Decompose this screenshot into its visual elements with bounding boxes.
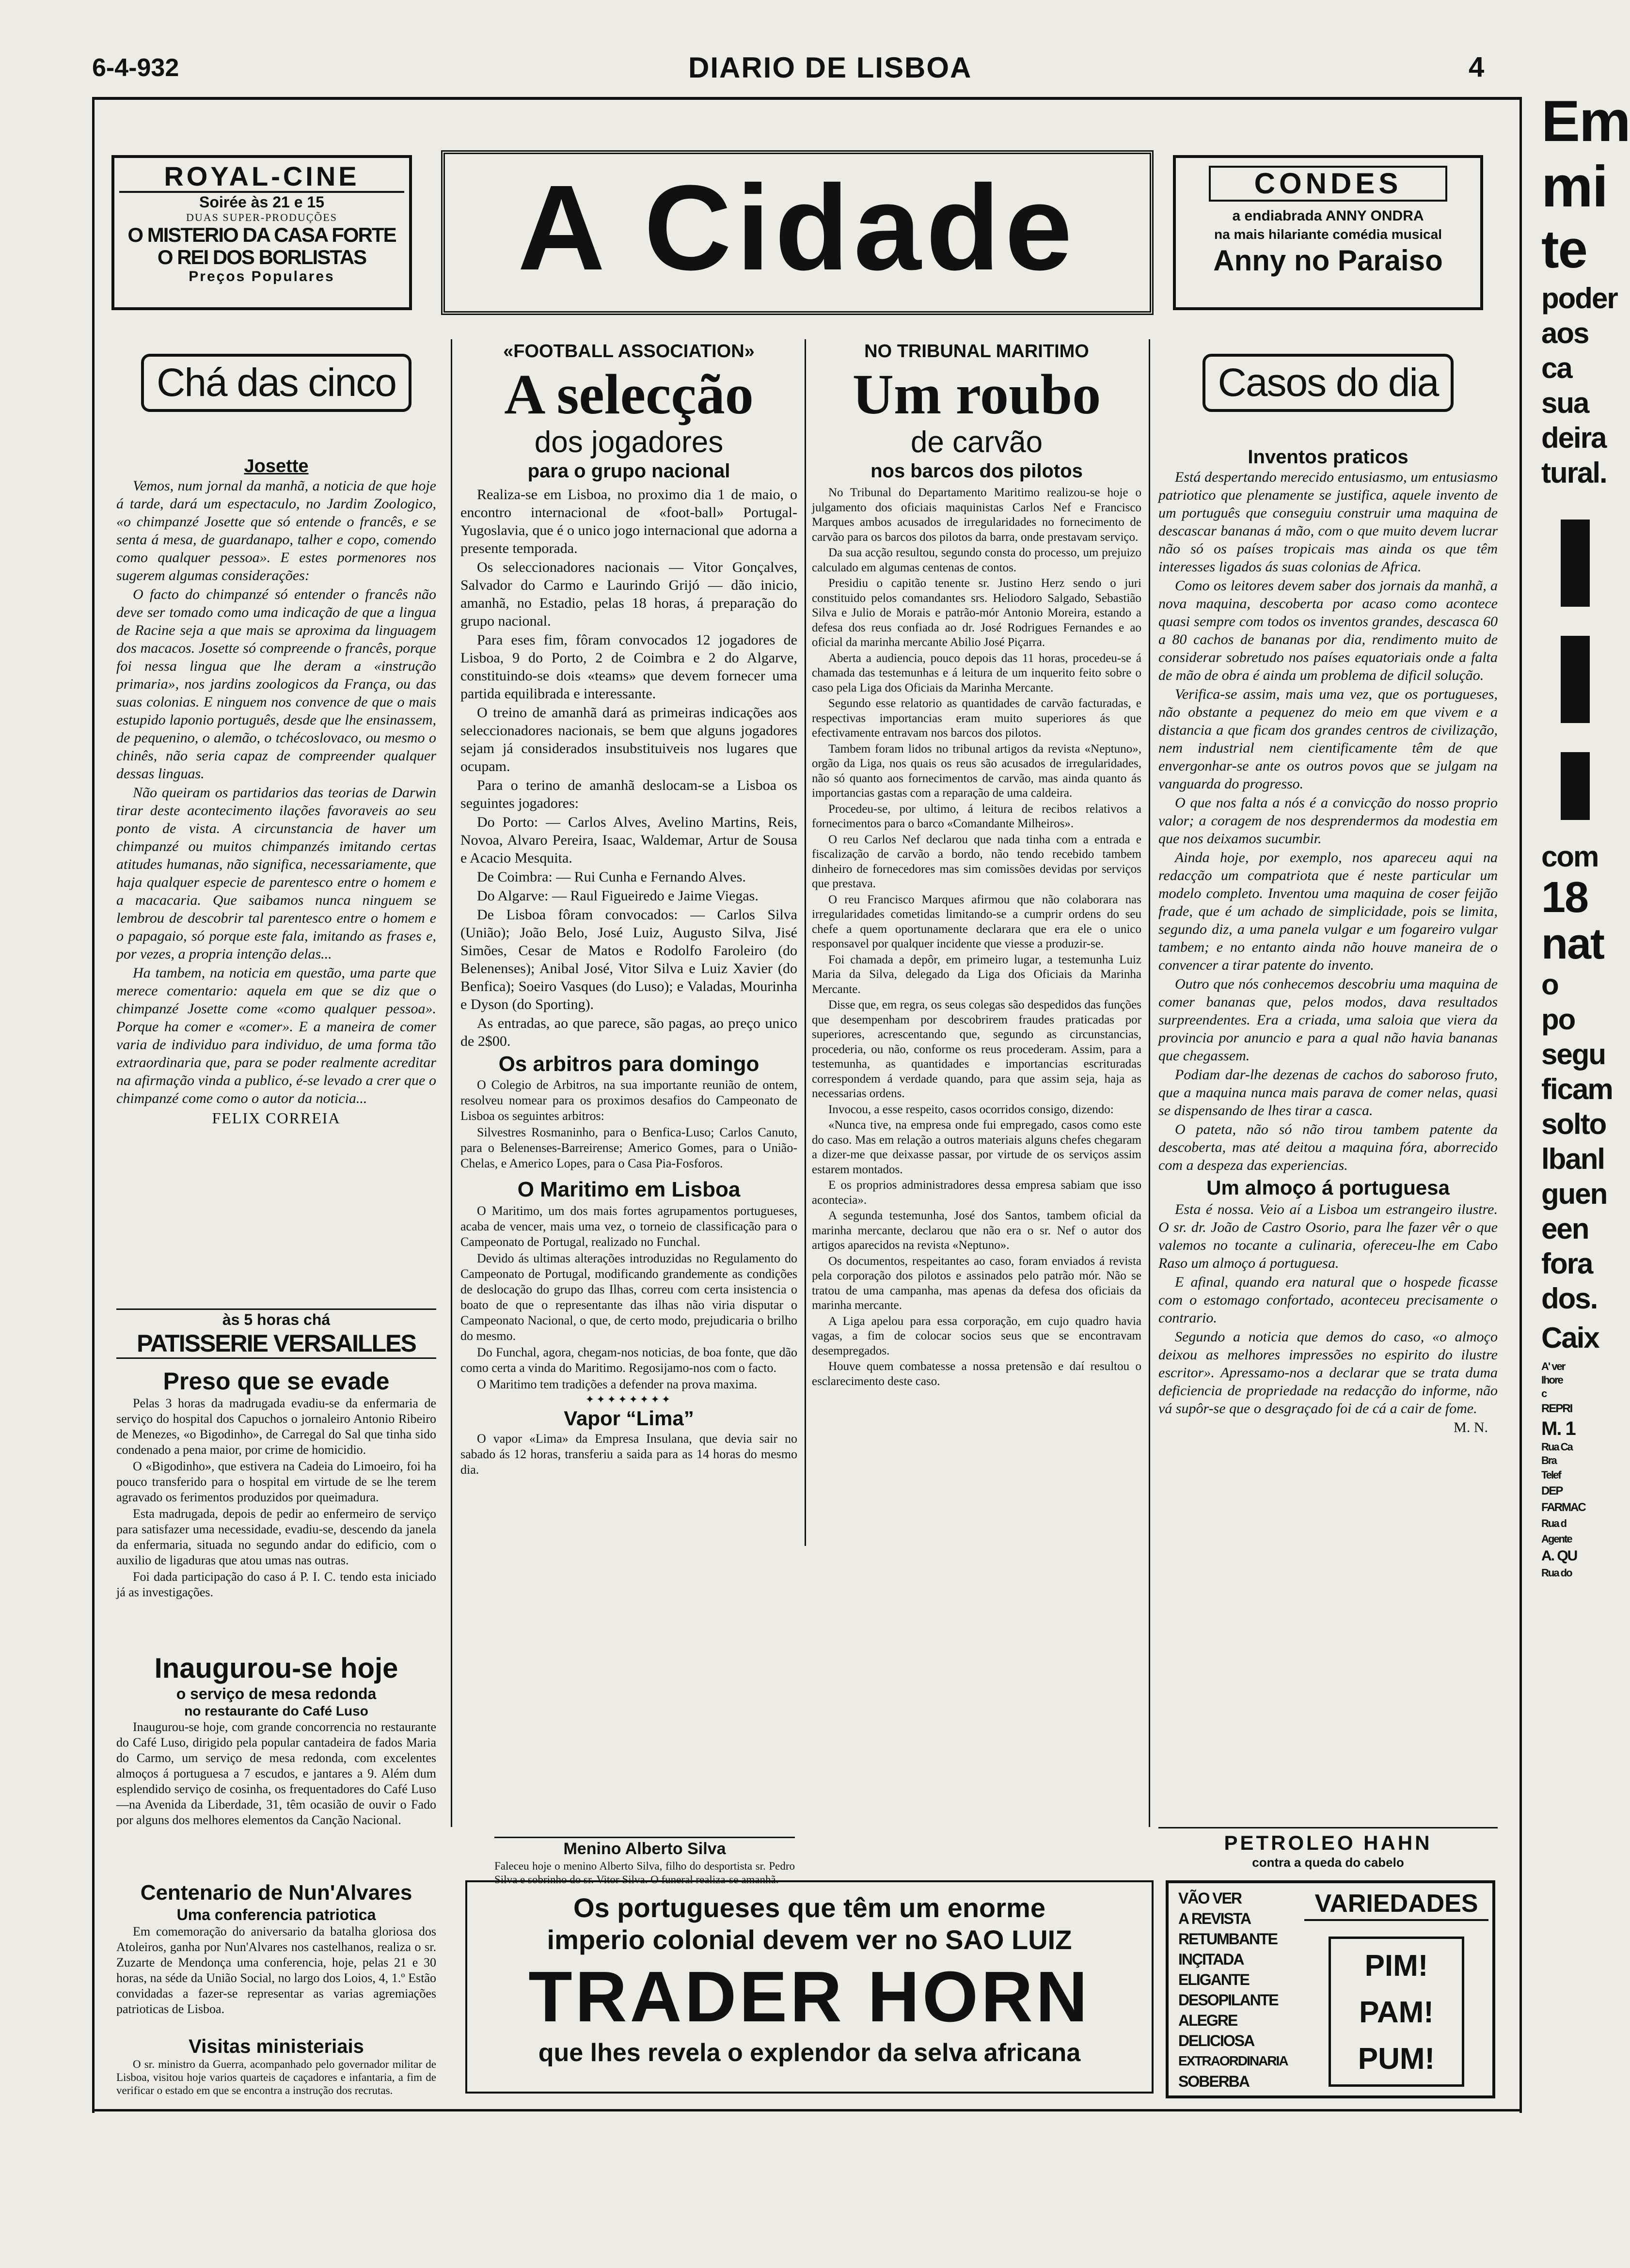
fragment-line: A' ver [1541, 1360, 1565, 1372]
maritimo-para: O Maritimo, um dos mais fortes agrupamentos portugueses, acaba de vencer, mais uma vez, o torneio de classificação para o Campeonato de Portugal, realizado no Funchal. [460, 1204, 797, 1249]
fragment-line: Bra [1541, 1454, 1556, 1466]
petroleo-ad [1158, 1827, 1498, 1870]
arbitros-para: Silvestres Rosmaninho, para o Benfica-Luso; Carlos Canuto, para o Belenenses-Barreirense; Americo Gomes, para o União-Chelas, e Americo Lopes, para o Casa Pia-Fosforos. [460, 1125, 797, 1170]
condes-name: CONDES [1209, 166, 1447, 202]
tribunal-sub1: de carvão [910, 425, 1043, 459]
variedades-line: ALEGRE [1178, 2012, 1237, 2029]
preso-para: Foi dada participação do caso á P. I. C. tendo esta iniciado já as investigações. [116, 1570, 436, 1599]
casos-author: M. N. [1454, 1419, 1488, 1435]
fragment-line: ficam [1541, 1073, 1613, 1105]
variedades-list [1178, 1888, 1299, 2092]
football-para: Para eses fim, fôram convocados 12 jogadores de Lisboa, 9 do Porto, 2 de Coimbra e 2 do Algarve, constituindo-se dois «teams» que devem fornecer uma partida equilibrada e interessante. [460, 632, 797, 702]
variedades-pims [1329, 1937, 1464, 2087]
tribunal-para: O reu Francisco Marques afirmou que não colaborara nas irregularidades cometidas limitando-se a cumprir ordens do seu chefe a quem oportunamente declarara que era ele o unico responsavel por qualquer incidente que viesse a produzir-se. [812, 893, 1141, 950]
tribunal-para: E os proprios administradores dessa empresa sabiam que isso acontecia». [812, 1179, 1141, 1207]
inaugurou-sub2: no restaurante do Café Luso [184, 1703, 368, 1718]
fragment-line: mi [1541, 154, 1608, 219]
football-para: As entradas, ao que parece, são pagas, ao preço unico de 2$00. [460, 1015, 797, 1049]
fragment-line: Ihore [1541, 1374, 1563, 1386]
football-para: De Lisboa fôram convocados: — Carlos Silva (União); João Belo, José Luiz, Augusto Silva, Jisé Simões, Cesar de Matos e Rodolfo Faroleiro (do Belenenses); Anibal José, Vitor Silva e Luiz Xavier (do Benfica); Soeiro Vasques (do Luso); e Valadas, Mourinha e Dyson (do Sporting). [460, 907, 797, 1012]
inaugurou-para: Inaugurou-se hoje, com grande concorrencia no restaurante do Café Luso, dirigido pela popular cantadeira de fados Maria do Carmo, um serviço de mesa redonda, com excelentes almoços á portuguesa a 7 escudos, e jantares a 9. Além dum esplendido serviço de cosinha, os frequentadores do Café Luso—na Avenida da Liberdade, 31, têm ocasião de ouvir o Fado por alguns dos melhores elementos da Canção Nacional. [116, 1720, 436, 1827]
almoco-para: E afinal, quando era natural que o hospede ficasse com o estomago confortado, aconteceu precisamente o contrario. [1158, 1274, 1498, 1326]
tribunal-para: Tambem foram lidos no tribunal artigos da revista «Neptuno», orgão da Liga, nos quais os reus são acusados de irregularidades, não só quanto aos fornecimentos de carvão, mas ainda quanto ás importancias gastas com a reparação de uma caldeira. [812, 742, 1141, 800]
football-para: Realiza-se em Lisboa, no proximo dia 1 de maio, o encontro internacional de «foot-ball» Portugal-Yugoslavia, que é o unico jogo internacional que adorna a presente temporada. [460, 487, 797, 556]
fragment-line: Rua d [1541, 1517, 1567, 1529]
fragment-line: Em [1541, 89, 1630, 154]
maritimo-para: O Maritimo tem tradições a defender na prova maxima. [477, 1377, 758, 1391]
inventos-para: O que nos falta a nós é a convicção do nosso proprio valor; a coragem de nos desprendermos da modestia em que nos deixamos sucumbir. [1158, 795, 1498, 847]
inventos-head: Inventos praticos [1248, 446, 1408, 468]
trader-big: TRADER HORN [528, 1957, 1091, 2037]
centenario-head: Centenario de Nun'Alvares [140, 1881, 412, 1905]
inventos-para: Podiam dar-lhe dezenas de cachos do saboroso fruto, que a maquina nunca mais parava de comer nelas, quasi se dispensando de lhes tirar a casca. [1158, 1067, 1498, 1118]
royal-cine-time: Soirée às 21 e 15 [199, 193, 324, 211]
petroleo-name: PETROLEO HAHN [1224, 1831, 1432, 1854]
tribunal-para: Segundo esse relatorio as quantidades de carvão facturadas, e respectivas importancias eram muito superiores ás que efectivamente entravam nos barcos dos pilotos. [812, 697, 1141, 740]
variedades-line: EXTRAORDINARIA [1178, 2053, 1288, 2068]
tribunal-kicker: NO TRIBUNAL MARITIMO [864, 341, 1089, 362]
condes-line1: a endiabrada ANNY ONDRA [1232, 208, 1424, 224]
football-sub1: dos jogadores [534, 425, 724, 459]
variedades-line: VÃO VER [1178, 1890, 1242, 1907]
inaugurou-article [116, 1653, 436, 1829]
petroleo-sub: contra a queda do cabelo [1252, 1855, 1404, 1870]
cha-das-cinco-banner [116, 354, 436, 412]
arbitros-para: O Colegio de Arbitros, na sua importante reunião de ontem, resolveu nomear para os proximos desafios do Campeonato de Lisboa os seguintes arbitros: [460, 1078, 797, 1123]
fragment-line: sua [1541, 387, 1589, 419]
football-para: O treino de amanhã dará as primeiras indicações aos seleccionadores nacionais, se bem que alguns jogadores sejam já considerados insubstituiveis nos lugares que ocupam. [460, 705, 797, 774]
fragment-line: Caix [1541, 1322, 1599, 1354]
josette-para: Vemos, num jornal da manhã, a noticia de que hoje á tarde, dará um espectaculo, no Jardim Zoologico, «o chimpanzé Josette que só entende o francês, e se senta á mesa, de guardanapo, talher e copo, comendo como qualquer pessoa». E estes pormenores nos sugerem algumas considerações: [116, 478, 436, 583]
inaugurou-sub1: o serviço de mesa redonda [176, 1685, 377, 1702]
tribunal-article [812, 339, 1141, 1390]
fragment-line: tural. [1541, 457, 1607, 489]
fragment-line: M. 1 [1541, 1418, 1575, 1439]
variedades-line: RETUMBANTE [1178, 1930, 1277, 1948]
cha-das-cinco-title: Chá das cinco [141, 354, 411, 412]
patisserie-name: PATISSERIE VERSAILLES [137, 1330, 416, 1357]
stars-divider: ✦✦✦✦✦✦✦✦ [585, 1393, 673, 1405]
fragment-line: deira [1541, 422, 1606, 454]
tribunal-para: No Tribunal do Departamento Maritimo realizou-se hoje o julgamento dos oficiais maquinistas Carlos Nef e Francisco Marques ambos acusados de irregularidades no fornecimento de carvão para os barcos dos pilotos da barra, onde prestavam serviço. [812, 486, 1141, 544]
trader-line3: que lhes revela o explendor da selva africana [538, 2039, 1081, 2067]
fragment-line: FARMAC [1541, 1501, 1585, 1514]
col-rule-3 [1149, 339, 1150, 1827]
inaugurou-head: Inaugurou-se hoje [154, 1653, 398, 1684]
col-rule-1 [451, 339, 452, 1827]
royal-cine-sub: DUAS SUPER-PRODUÇÕES [186, 211, 337, 223]
fragment-black-block [1561, 752, 1590, 820]
variedades-line: DELICIOSA [1178, 2032, 1254, 2049]
visitas-article [116, 2035, 436, 2098]
fragment-line: nat [1541, 920, 1604, 968]
fragment-line: fora [1541, 1247, 1593, 1280]
fragment-line: DEP [1541, 1484, 1563, 1497]
royal-cine-ad [111, 155, 412, 310]
trader-line2: imperio colonial devem ver no SAO LUIZ [547, 1924, 1072, 1955]
royal-cine-prices: Preços Populares [189, 268, 335, 284]
tribunal-para: Foi chamada a depôr, em primeiro lugar, a testemunha Luiz Maria da Silva, delegado da Liga dos Oficiais da Marinha Mercante. [812, 953, 1141, 996]
variedades-line: A REVISTA [1178, 1910, 1251, 1927]
condes-line2: na mais hilariante comédia musical [1214, 227, 1442, 242]
fragment-line: lbanl [1541, 1143, 1605, 1175]
condes-film: Anny no Paraiso [1213, 244, 1443, 277]
football-para: Os seleccionadores nacionais — Vitor Gonçalves, Salvador do Carmo e Laurindo Grijó — dão inicio, amanhã, no Estadio, pelas 18 horas, á preparação do grupo nacional. [460, 559, 797, 629]
fragment-line: 18 [1541, 873, 1588, 922]
frame-bottom [92, 2109, 1522, 2111]
tribunal-para: Da sua acção resultou, segundo consta do processo, um prejuizo calculado em algumas centenas de contos. [812, 546, 1141, 574]
fragment-line: Telef [1541, 1469, 1561, 1481]
header-title: DIARIO DE LISBOA [688, 51, 972, 84]
fragment-line: Rua do [1541, 1567, 1572, 1579]
casos-do-dia-banner [1158, 354, 1498, 412]
visitas-head: Visitas ministeriais [189, 2036, 364, 2057]
fragment-line: o po [1541, 968, 1575, 1036]
fragment-line: een [1541, 1213, 1589, 1245]
header-rule [92, 97, 1522, 100]
menino-article [494, 1837, 795, 1887]
tribunal-para: Aberta a audiencia, pouco depois das 11 horas, procedeu-se á chamada das testemunhas e á leitura de um inquerito feito sobre o caso pela Liga dos Oficiais da Marinha Mercante. [812, 651, 1141, 694]
josette-para: O facto do chimpanzé só entender o francês não deve ser tomado como uma indicação de que a lingua de Racine seja a que mais se aproxima da linguagem dos macacos. Josette só compreende o francês, porque foi nessa lingua que lhe deram a «instrução primaria», nos jardins zoologicos da França, ou das suas colonias. E ninguem nos convence de que o mais estupido laponio português, desde que lhe ensinassem, de pequenino, o alemão, o tchécoslovaco, ou mesmo o chinês, não seria capaz de compreender qualquer dessas linguas. [116, 586, 436, 782]
adjacent-page-fragment [1541, 87, 1630, 2123]
preso-article [116, 1367, 436, 1601]
football-sub2: para o grupo nacional [527, 460, 730, 482]
fragment-line: Rua Ca [1541, 1441, 1572, 1453]
variedades-ad [1166, 1880, 1495, 2098]
preso-head: Preso que se evade [163, 1368, 390, 1395]
josette-head: Josette [244, 456, 309, 476]
tribunal-para: A Liga apelou para essa corporação, em cujo quadro havia vagas, a fim de colocar socios seus que se encontravam desempregados. [812, 1314, 1141, 1357]
centenario-article [116, 1880, 436, 2018]
variedades-line: INÇITADA [1178, 1951, 1244, 1968]
football-head: A selecção [504, 362, 754, 426]
almoco-para: Esta é nossa. Veio aí a Lisboa um estrangeiro ilustre. O sr. dr. João de Castro Osorio, para lhe fazer vêr o que valemos no tocante a culinaria, ofereceu-lhe em Cabo Raso um almoço á portuguesa. [1158, 1201, 1498, 1271]
josette-para: Não queiram os partidarios das teorias de Darwin tirar deste acontecimento ilações favoraveis ao seu ponto de vista. A circunstancia de haver um chimpanzé ou muitos chimpanzés imitando certas atitudes humanas, não significa, necessariamente, que haja qualquer especie de parentesco entre o homem e a macacaria. Que saibamos nunca ninguem se lembrou de descobrir tal parentesco entre o homem e o papagaio, só porque este fala, imitando as frases e, por vezes, a propria intenção delas... [116, 785, 436, 962]
inventos-para: Ainda hoje, por exemplo, nos apareceu aqui na redacção um compatriota que é neste particular um modelo completo. Inventou uma maquina de coser feijão frade, que é um achado de simplicidade, pois se limita, segundo diz, a uma panela vulgar e um fogareiro vulgar tambem; e no entanto ainda não houve maneira de o convencer a tirar patente do invento. [1158, 850, 1498, 973]
fragment-line: com [1541, 840, 1598, 873]
header-page: 4 [1469, 51, 1485, 83]
fragment-line: poder [1541, 282, 1617, 315]
tribunal-para: Presidiu o capitão tenente sr. Justino Herz sendo o juri constituido pelos comandantes srs. Heliodoro Salgado, Sebastião Silva e Julio de Morais e patrão-mór Antonio Moreira, estando a defesa dos reus confiada ao dr. José Rodrigues Fernandes e ao oficial da marinha mercante Abilio José Piçarra. [812, 577, 1141, 649]
almoco-head: Um almoço á portuguesa [1206, 1176, 1450, 1199]
fragment-line: guen [1541, 1178, 1607, 1210]
variedades-line: SOBERBA [1178, 2073, 1250, 2090]
josette-para: Ha tambem, na noticia em questão, uma parte que merece comentario: aquela em que se diz que o chimpanzé Josette come «como qualquer pessoa». Porque ha comer e «comer». E a maneira de comer varia de individuo para individuo, de uma forma tão extraordinaria que, para se poder realmente acreditar na afirmação vinda a publico, é-se levado a crer que o chimpanzé come como o autor da noticia... [116, 965, 436, 1106]
tribunal-para: Houve quem combatesse a nossa pretensão e daí resultou o esclarecimento deste caso. [812, 1360, 1141, 1388]
patisserie-ad [116, 1308, 436, 1359]
fragment-line: solto [1541, 1108, 1606, 1140]
royal-cine-name: ROYAL-CINE [119, 162, 404, 193]
royal-cine-film2: O REI DOS BORLISTAS [157, 246, 366, 268]
fragment-black-block [1561, 636, 1590, 723]
frame-left [92, 97, 95, 2113]
almoco-para: Segundo a noticia que demos do caso, «o almoço deixou as melhores impressões no espirito do ilustre escritor». Apressamo-nos a declarar que se trata duma deficiencia de propriedade na redacção do informe, não vá supôr-se que o desgraçado foi de cá a cair de fome. [1158, 1329, 1498, 1417]
variedades-pam: PAM! [1359, 1996, 1434, 2029]
col-rule-2 [805, 339, 806, 1546]
visitas-para: O sr. ministro da Guerra, acompanhado pelo governador militar de Lisboa, visitou hoje varios quarteis de caçadores e infantaria, a fim de verificar o estado em que se encontra a instrução dos recrutas. [116, 2058, 436, 2096]
tribunal-head: Um roubo [852, 362, 1101, 426]
tribunal-sub2: nos barcos dos pilotos [870, 460, 1083, 482]
trader-line1: Os portugueses que têm um enorme [573, 1892, 1045, 1923]
casos-do-dia-title: Casos do dia [1203, 354, 1454, 412]
maritimo-para: Do Funchal, agora, chegam-nos noticias, de boa fonte, que dão como certa a vinda do Maritimo. Regosijamo-nos com o facto. [460, 1345, 797, 1375]
vapor-head: Vapor “Lima” [564, 1407, 694, 1430]
frame-right [1519, 97, 1522, 2113]
menino-para: Faleceu hoje o menino Alberto Silva, filho do desportista sr. Pedro Silva e sobrinho do sr. Vitor Silva. O funeral realiza-se amanhã. [494, 1860, 795, 1886]
tribunal-para: Disse que, em regra, os seus colegas são despedidos das funções que desempenham por descobrirem fraudes praticadas por superiores, acrescentando que, segundo as circunstancias, procederia, ou não, conforme os reus procederam. Assim, para a testemunha, as quantidades e importancias escrituradas correspondem á verdade quando, para que assim seja, haja as necessarias ordens. [812, 998, 1141, 1100]
inventos-para: Como os leitores devem saber dos jornais da manhã, a nova maquina, descoberta por acaso como acontece quasi sempre com todos os inventos grandes, descasca 60 a 80 cachos de bananas por dia, rendimento muito de considerar sobretudo nos países equatoriais onde a falta de mão de obra é ainda um problema de dificil solução. [1158, 578, 1498, 683]
fragment-line: A. QU [1541, 1548, 1577, 1564]
inventos-para: Outro que nós conhecemos descobriu uma maquina de comer bananas que, pelos modos, dava resultados surpreendentes. Era a criada, uma saloia que viera da provincia por anuncio e para a qual não havia bananas que chegassem. [1158, 976, 1498, 1064]
tribunal-para: Procedeu-se, por ultimo, á leitura de recibos relativos a fornecimentos para o barco «Comandante Milheiros». [812, 802, 1141, 830]
josette-author: FELIX CORREIA [212, 1109, 341, 1127]
maritimo-head: O Maritimo em Lisboa [517, 1178, 741, 1201]
patisserie-small: às 5 horas chá [222, 1311, 331, 1328]
tribunal-para: Os documentos, respeitantes ao caso, foram enviados á revista pela corporação dos pilotos e assinados pelo patrão mór. Não se tratou de uma campanha, mas apenas da defesa dos oficiais da marinha mercante. [812, 1254, 1141, 1312]
maritimo-para: Devido ás ultimas alterações introduzidas no Regulamento do Campeonato de Portugal, modificando grandemente as condições de deslocação do grupo das Ilhas, correu com certa insistencia o boato de que o representante das ilhas não viria disputar o Campeonato Nacional, o que, de certo modo, prejudicaria o brilho do mesmo. [460, 1251, 797, 1343]
masthead-title: A Cidade [517, 160, 1077, 295]
tribunal-para: A segunda testemunha, José dos Santos, tambem oficial da marinha mercante, declarou que não era o sr. Nef o autor dos artigos aparecidos na revista «Neptuno». [812, 1209, 1141, 1252]
condes-ad [1173, 155, 1483, 310]
football-para: Do Algarve: — Raul Figueiredo e Jaime Viegas. [477, 888, 759, 904]
fragment-line: REPRI [1541, 1402, 1572, 1415]
arbitros-head: Os arbitros para domingo [498, 1052, 760, 1076]
menino-head: Menino Alberto Silva [563, 1840, 726, 1858]
header-date: 6-4-932 [92, 54, 179, 82]
tribunal-para: O reu Carlos Nef declarou que nada tinha com a entrada e fiscalização de carvão a bordo, não tendo recebido tambem dinheiro de fornecedores mas sim comissões devidas por serviços que prestava. [812, 833, 1141, 890]
inventos-para: Verifica-se assim, mais uma vez, que os portugueses, não obstante a pequenez do meio em que vivem e a distancia a que ficam dos grandes centros de civilização, nem industrial nem cientificamente têm de que envergonhar-se ante os outros povos que se julgam na vanguarda do progresso. [1158, 686, 1498, 792]
fragment-line: aos ca [1541, 317, 1589, 384]
football-para: Para o terino de amanhã deslocam-se a Lisboa os seguintes jogadores: [460, 777, 797, 811]
royal-cine-film1: O MISTERIO DA CASA FORTE [127, 223, 396, 246]
fragment-line: te [1541, 220, 1587, 279]
variedades-title: VARIEDADES [1304, 1888, 1488, 1921]
fragment-line: c [1541, 1387, 1547, 1400]
preso-para: O «Bigodinho», que estivera na Cadeia do Limoeiro, foi ha pouco transferido para o hospital em virtude de se lhe terem agravado os ferimentos produzidos por queimadura. [116, 1459, 436, 1504]
fragment-black-block [1561, 520, 1590, 607]
variedades-line: DESOPILANTE [1178, 1991, 1278, 2009]
fragment-line: segu [1541, 1038, 1606, 1071]
football-kicker: «FOOTBALL ASSOCIATION» [503, 341, 755, 362]
inventos-para: Está despertando merecido entusiasmo, um entusiasmo patriotico que plenamente se justifica, aquele invento de um português que conseguiu construir uma maquina de descascar bananas á mão, com o que muito devem lucrar não só os países tropicais mas ainda os que têm interesses ligados ás suas colonias de Africa. [1158, 469, 1498, 575]
casos-do-dia-article [1158, 446, 1498, 1437]
centenario-sub: Uma conferencia patriotica [176, 1906, 376, 1923]
football-para: Do Porto: — Carlos Alves, Avelino Martins, Reis, Novoa, Alvaro Pereira, Isaac, Waldemar, Artur de Sousa e Acacio Mesquita. [460, 814, 797, 866]
tribunal-para: Invocou, a esse respeito, casos ocorridos consigo, dizendo: [828, 1102, 1114, 1116]
variedades-pum: PUM! [1358, 2042, 1435, 2076]
fragment-line: Agente [1541, 1533, 1572, 1545]
vapor-para: O vapor «Lima» da Empresa Insulana, que devia sair no sabado ás 12 horas, transferiu a saida para as 14 horas do mesmo dia. [460, 1432, 797, 1477]
variedades-pim: PIM! [1364, 1949, 1428, 1983]
cha-das-cinco-article [116, 456, 436, 1128]
preso-para: Esta madrugada, depois de pedir ao enfermeiro de serviço para satisfazer uma necessidade, evadiu-se, descendo da janela da enfermaria, situada no segundo andar do edificio, com o auxilio de ligaduras que atou umas nas outras. [116, 1507, 436, 1567]
trader-horn-ad [465, 1880, 1154, 2094]
centenario-para: Em comemoração do aniversario da batalha gloriosa dos Atoleiros, ganha por Nun'Alvares nos castelhanos, realiza o sr. Zuzarte de Mendonça uma conferencia, hoje, pelas 21 e 30 horas, na séde da União Social, no largo dos Loios, 4, 1.º Estão convidadas a fazer-se representar as varias agremiações patrioticas de Lisboa. [116, 1924, 436, 2016]
preso-para: Pelas 3 horas da madrugada evadiu-se da enfermaria de serviço do hospital dos Capuchos o jornaleiro Antonio Ribeiro de Menezes, «o Bigodinho», de Carregal do Sal que tinha sido condenado a pena maior, por crime de homicidio. [116, 1396, 436, 1457]
fragment-line: dos. [1541, 1282, 1598, 1315]
tribunal-para: «Nunca tive, na empresa onde fui empregado, casos como este do caso. Mas em relação a outros materiais alguns chefes chegaram a dizer-me que deixasse passar, por virtude de os serviços assim estarem montados. [812, 1118, 1141, 1176]
football-para: De Coimbra: — Rui Cunha e Fernando Alves. [477, 869, 746, 885]
football-article [460, 339, 797, 1479]
inventos-para: O pateta, não só não tirou tambem patente da descoberta, mas até deitou a maquina fóra, aborrecido com a despeza das experiencias. [1158, 1121, 1498, 1173]
variedades-line: ELIGANTE [1178, 1971, 1249, 1988]
